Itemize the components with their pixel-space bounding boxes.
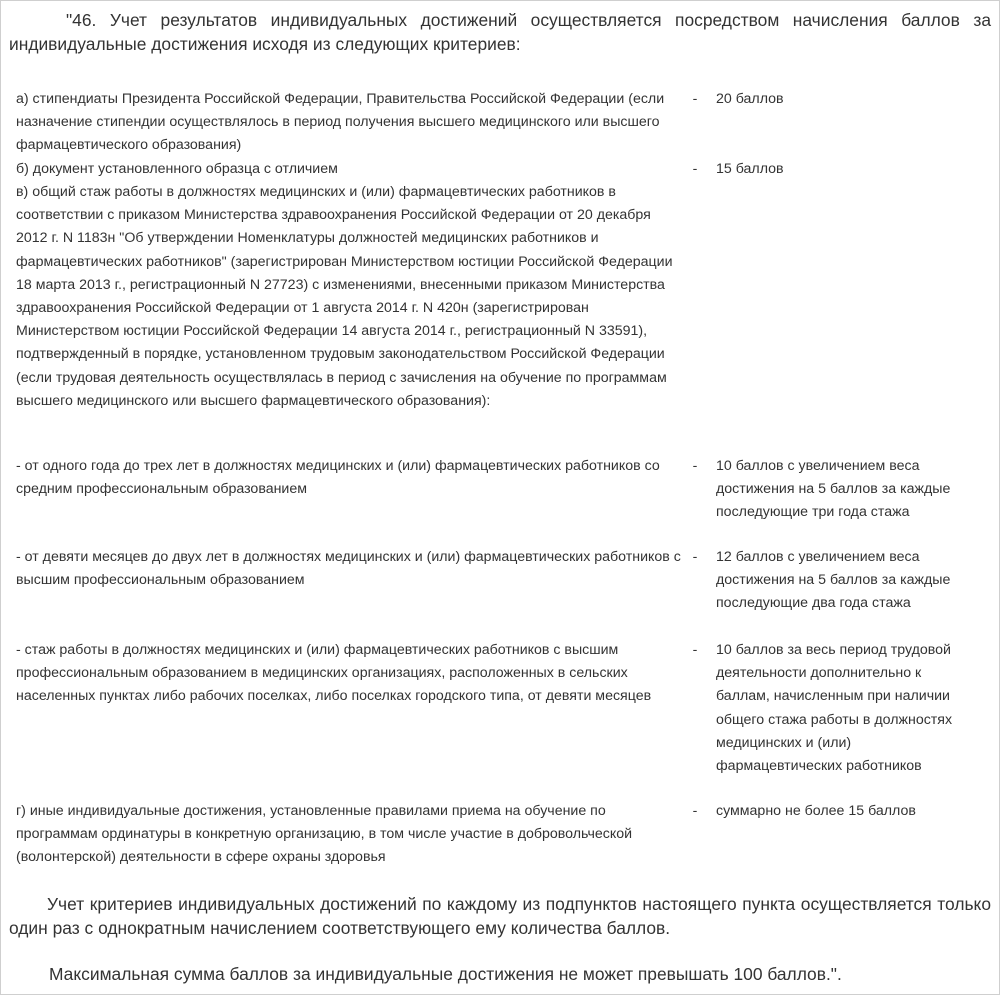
criterion-text: в) общий стаж работы в должностях медицинских и (или) фармацевтических работников в соответствии с приказом Министерства здравоохранения Российской Федерации от 20 декабря 2012 г. N 1183н "Об утверждении Номенклатуры должностей медицинских работников и фармацевтических работников" (зарегистрирован Министерством юстиции Российской Федерации 18 марта 2013 г., регистрационный N 27723) с изменениями, внесенными приказом Министерства здравоохранения Российской Федерации от 1 августа 2014 г. N 420н (зарегистрирован Министерством юстиции Российской Федерации 14 августа 2014 г., регистрационный N 33591), подтвержденный в порядке, установленном трудовым законодательством Российской Федерации (если трудовая деятельность осуществлялась в период с зачисления на обучение по программам высшего медицинского или высшего фармацевтического образования): [16,184,673,409]
criterion-dash: - [692,458,698,474]
criterion-points: 15 баллов [716,161,784,177]
criterion-dash: - [692,161,698,177]
criterion-points: 12 баллов с увеличением веса достижения на 5 баллов за каждые последующие два года стажа [716,549,951,612]
criterion-dash: - [692,642,698,658]
criterion-text: г) иные индивидуальные достижения, установленные правилами приема на обучение по программам ординатуры в конкретную организацию, в том числе участие в добровольческой (волонтерской) деятельности в сфере охраны здоровья [16,803,633,866]
criterion-points: суммарно не более 15 баллов [716,803,916,819]
criterion-text: - от девяти месяцев до двух лет в должностях медицинских и (или) фармацевтических работников с высшим профессиональным образованием [16,549,681,589]
criterion-dash: - [692,91,698,107]
criterion-dash: - [692,549,698,565]
criterion-points: 20 баллов [716,91,784,107]
criterion-text: а) стипендиаты Президента Российской Федерации, Правительства Российской Федерации (если назначение стипендии осуществлялось в период получения высшего медицинского или высшего фармацевтического образования) [16,91,665,154]
criterion-points: 10 баллов за весь период трудовой деятельности дополнительно к баллам, начисленным при наличии общего стажа работы в должностях медицинских и (или) фармацевтических работников [716,642,953,775]
criterion-text: - от одного года до трех лет в должностях медицинских и (или) фармацевтических работников со средним профессиональным образованием [16,458,660,498]
criterion-text: б) документ установленного образца с отличием [16,161,338,177]
paragraph-once: Учет критериев индивидуальных достижений по каждому из подпунктов настоящего пункта осуществляется только один раз с однократным начислением соответствующего ему количества баллов. [9,894,991,938]
paragraph-max: Максимальная сумма баллов за индивидуальные достижения не может превышать 100 баллов.". [49,964,842,984]
criterion-points: 10 баллов с увеличением веса достижения на 5 баллов за каждые последующие три года стажа [716,458,951,521]
criterion-dash: - [692,803,698,819]
criterion-text: - стаж работы в должностях медицинских и (или) фармацевтических работников с высшим профессиональным образованием в медицинских организациях, расположенных в сельских населенных пунктах либо рабочих поселках, либо поселках городского типа, от девяти месяцев [16,642,652,705]
intro-paragraph: "46. Учет результатов индивидуальных достижений осуществляется посредством начисления баллов за индивидуальные достижения исходя из следующих критериев: [9,10,991,54]
